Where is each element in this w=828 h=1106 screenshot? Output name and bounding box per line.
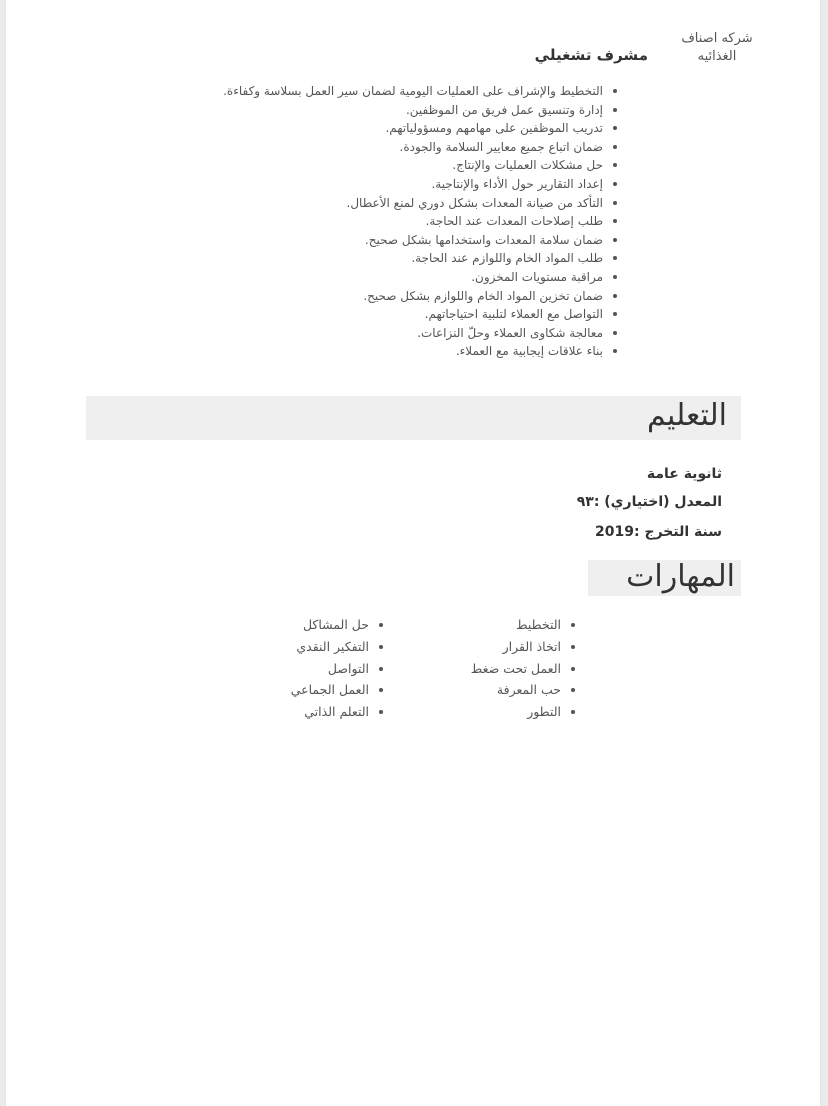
- education-degree: ثانوية عامة: [646, 466, 722, 482]
- list-item: بناء علاقات إيجابية مع العملاء.: [187, 342, 617, 361]
- list-item: حب المعرفة: [435, 679, 575, 701]
- list-item: التخطيط: [435, 614, 575, 636]
- list-item: طلب المواد الخام واللوازم عند الحاجة.: [187, 249, 617, 268]
- list-item: إعداد التقارير حول الأداء والإنتاجية.: [187, 175, 617, 194]
- list-item: مراقبة مستويات المخزون.: [187, 268, 617, 287]
- list-item: التواصل: [243, 658, 383, 680]
- skills-title: المهارات: [626, 559, 735, 594]
- list-item: التأكد من صيانة المعدات بشكل دوري لمنع الأعطال.: [187, 194, 617, 213]
- list-item: ضمان تخزين المواد الخام واللوازم بشكل صحيح.: [187, 287, 617, 306]
- list-item: التعلم الذاتي: [243, 701, 383, 723]
- list-item: إدارة وتنسيق عمل فريق من الموظفين.: [187, 101, 617, 120]
- skills-header: [588, 560, 741, 596]
- list-item: تدريب الموظفين على مهامهم ومسؤولياتهم.: [187, 119, 617, 138]
- list-item: التطور: [435, 701, 575, 723]
- skills-column-left: [243, 614, 383, 723]
- education-gpa: المعدل (اختياري) :٩٣: [576, 494, 722, 510]
- list-item: التفكير النقدي: [243, 636, 383, 658]
- list-item: معالجة شكاوى العملاء وحلّ النزاعات.: [187, 324, 617, 343]
- list-item: حل مشكلات العمليات والإنتاج.: [187, 156, 617, 175]
- list-item: العمل تحت ضغط: [435, 658, 575, 680]
- list-item: التخطيط والإشراف على العمليات اليومية لضمان سير العمل بسلاسة وكفاءة.: [187, 82, 617, 101]
- job-title: مشرف تشغيلي: [534, 46, 648, 64]
- list-item: ضمان اتباع جميع معايير السلامة والجودة.: [187, 138, 617, 157]
- list-item: اتخاذ القرار: [435, 636, 575, 658]
- duties-list: [187, 82, 617, 361]
- list-item: العمل الجماعي: [243, 679, 383, 701]
- list-item: حل المشاكل: [243, 614, 383, 636]
- company-name: شركه اصناف الغذائيه: [681, 31, 753, 64]
- list-item: طلب إصلاحات المعدات عند الحاجة.: [187, 212, 617, 231]
- resume-page: [6, 0, 820, 1106]
- list-item: التواصل مع العملاء لتلبية احتياجاتهم.: [187, 305, 617, 324]
- education-header: [86, 396, 741, 440]
- list-item: ضمان سلامة المعدات واستخدامها بشكل صحيح.: [187, 231, 617, 250]
- education-title: التعليم: [647, 398, 727, 433]
- skills-column-right: [435, 614, 575, 723]
- education-graduation-year: سنة التخرج :2019: [595, 524, 722, 540]
